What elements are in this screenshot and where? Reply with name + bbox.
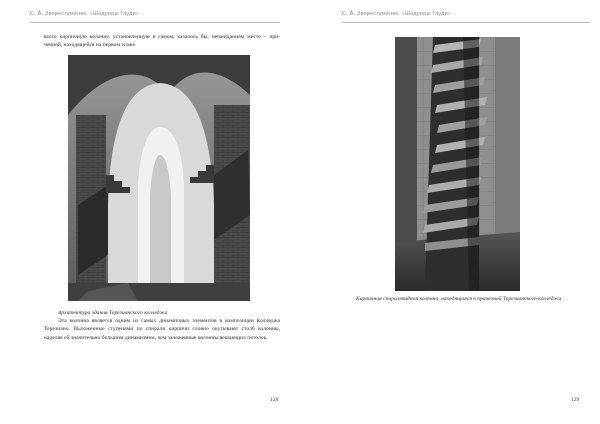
spiral-column-photo bbox=[395, 37, 520, 291]
photo-caption: Кирпичная спиралевидная колонна, находящаяся в прачечной Терезианского колледжа bbox=[356, 296, 562, 302]
photo-caption: Архитектура здания Терезианского колледжа bbox=[58, 310, 168, 316]
header-rule bbox=[342, 22, 590, 23]
page-number: 129 bbox=[571, 397, 580, 403]
left-page bbox=[0, 0, 290, 424]
body-paragraph: Эта колонна является одним из самых динамичных элементов в композиции Колледжа Терезиано. Выложенные ступенями по спирали кирпичи словно окутывают столб колонны, наделяя ей значительно большим динамизмом, чем заложенные колонны вешающих потолок. bbox=[44, 318, 280, 341]
arches-photo bbox=[68, 55, 250, 301]
header-rule bbox=[30, 22, 280, 23]
intro-paragraph: всего кирпичную колонну, установленную в самом, казалось бы, неожиданном месте – при- чечной, находящейся на первом этаже. bbox=[44, 34, 280, 49]
running-head: С. А. Зверостуменко. «Шедевры Гауди» bbox=[30, 11, 140, 17]
page-number: 128 bbox=[270, 397, 279, 403]
running-head: С. А. Зверостуменко. «Шедевры Гауди» bbox=[342, 11, 452, 17]
right-page bbox=[300, 0, 590, 424]
